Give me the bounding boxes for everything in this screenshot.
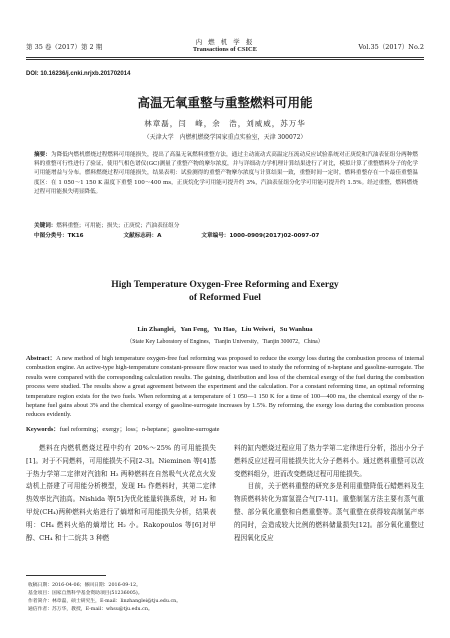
- keywords-cn: [34, 222, 418, 231]
- abstract-cn: [34, 151, 418, 197]
- keywords-cn-text: 燃料重整；可用能；损失；正庚烷；汽油表征组分: [56, 223, 180, 229]
- paper-title-en-line1: High Temperature Oxygen-Free Reforming and Exergy: [111, 279, 339, 290]
- document-code: 文献标志码：A: [123, 233, 162, 239]
- keywords-en-text: fuel reforming；exergy；loss；n-heptane；gasoline-surrogate: [59, 426, 220, 433]
- header-rule-bottom: [26, 59, 424, 60]
- abstract-cn-text: 为降低内燃机燃烧过程燃料可用能损失，提出了高温无氧燃料重整方法，通过主动流动式高温定压流动反应试验系统对正庚烷和汽油表征组分两种燃料的重整可行性进行了验证，使用气相色谱仪(GC)测量了重整产物的摩尔浓度，并与详细动力学机理计算结果进行了对比，模拟计算了重整燃料分子的化学可用能增益与分布。燃料燃烧过程可用能损失，结果表明：试验测得的重整产物摩尔浓度与计算结果一致，重整时间一定时，燃料重整存在一个最佳重整温度区：在 1 050～1 150 K 温度下重整 100～400 ms，正庚烷化学可用能可提升约 3%，汽油表征组分化学可用能可提升约 1.5%。经过重整，燃料燃烧过程可用能损失明显降低。: [34, 152, 418, 195]
- abstract-en: [26, 354, 424, 420]
- abstract-cn-label: 摘要：: [34, 152, 51, 158]
- header-volume: Vol.35（2017）No.2: [358, 43, 424, 51]
- body-column-left: 燃料在内燃机燃烧过程中约有 20%～25% 的可用能损失[1]。对于不同燃料，可用能损失不同[2-3]。Nieminen 等[4]基于热力学第二定律对汽油和 H₂ 两种燃料在自然吸气火花点火发动机上搭建了可用能分析模型，发现 H₂ 作燃料时，其第二定律热效率比汽油高。Nishida 等[5]为优化能量转换系统，对 H₂ 和甲烷(CH₄)两种燃料火焰进行了熵增和可用能损失分析，结果表明：CH₄ 燃料火焰的熵增比 H₂ 小。Rakopoulos 等[6]对甲醇、CH₄ 和十二烷共 3 种燃: [26, 444, 216, 542]
- header-issue: 第 35 卷（2017）第 2 期: [26, 43, 103, 51]
- classification-row: [34, 232, 418, 241]
- footnote-corresponding: 通信作者：苏万华，教授，E-mail：whsu@tju.edu.cn。: [28, 607, 153, 612]
- keywords-en: [26, 425, 424, 434]
- footnote-author: 作者简介：林章磊，硕士研究生，E-mail：linzhanglei@tju.edu.cn。: [28, 599, 182, 604]
- article-number: 文章编号：1000-0909(2017)02-0097-07: [201, 233, 320, 239]
- clc-number: 中图分类号：TK16: [34, 233, 84, 239]
- authors-en: Lin Zhanglei，Yan Feng，Yu Hao，Liu Weiwei，Su Wanhua: [137, 326, 313, 333]
- authors-cn: 林章磊，闫 峰，余 浩，刘威威，苏万华: [144, 119, 306, 128]
- keywords-cn-label: 关键词：: [34, 223, 57, 229]
- header-rule-top: [26, 57, 424, 58]
- footnote-received: 收稿日期：2016-04-06；修回日期：2016-09-12。: [28, 583, 141, 588]
- keywords-en-label: Keywords：: [26, 426, 60, 433]
- affiliation-cn: （天津大学 内燃机燃烧学国家重点实验室，天津 300072）: [143, 134, 307, 141]
- paper-title-en-line2: of Reformed Fuel: [189, 292, 261, 303]
- abstract-en-text: A new method of high temperature oxygen-free fuel reforming was proposed to reduce the exergy loss during the combustion process of internal combustion engine. An active-type high-temperature constant-pressure flow reactor was used to study the reforming of n-heptane and gasoline-surrogate. The results were compared with the corresponding calculation results. The gaining, distribution and loss of the chemical exergy of the fuel during the combustion process were studied. The results show a great agreement between the experiment and the calculation. For a constant reforming time, an optimal reforming temperature region exists for the two fuels. When reforming at a temperature of 1 050—1 150 K for a time of 100—400 ms, the chemical exergy of the n-heptane fuel gains about 3% and the chemical exergy of gasoline-surrogate increases by 1.5%. By reforming, the exergy loss during the combustion process reduces evidently.: [26, 355, 424, 419]
- footnote-rule: [26, 575, 106, 576]
- doi: DOI: 10.16236/j.cnki.nrjxb.201702014: [26, 71, 131, 77]
- affiliation-en: （State Key Laboratory of Engines，Tianjin University，Tianjin 300072，China）: [126, 339, 324, 345]
- paper-title-cn: 高温无氧重整与重整燃料可用能: [137, 95, 313, 110]
- footnote-funding: 基金项目：国家自然科学基金资助项目(51236005)。: [28, 591, 143, 596]
- abstract-en-label: Abstract：: [26, 355, 57, 362]
- paper-title-en: [0, 278, 450, 304]
- body-column-right: 料的缸内燃烧过程应用了热力学第二定律进行分析，指出小分子燃料反应过程可用能损失比大分子燃料小。通过燃料重整可以改变燃料组分，进而改变燃烧过程可用能损失。 目前，关于燃料重整的研究多是利用重整降低石蜡燃料及生物质燃料转化为富氢混合气[7-11]。重整制氢方法主要有蒸气重整、部分氧化重整和自燃重整等。蒸气重整在获得较高制氢产率的同时，会造成较大比例的燃料储量损失[12]。部分氧化重整过程因氧化反应: [234, 444, 424, 542]
- header-journal-en: Transactions of CSICE: [192, 46, 258, 53]
- header-journal-cn: 内 燃 机 学 报: [195, 38, 255, 46]
